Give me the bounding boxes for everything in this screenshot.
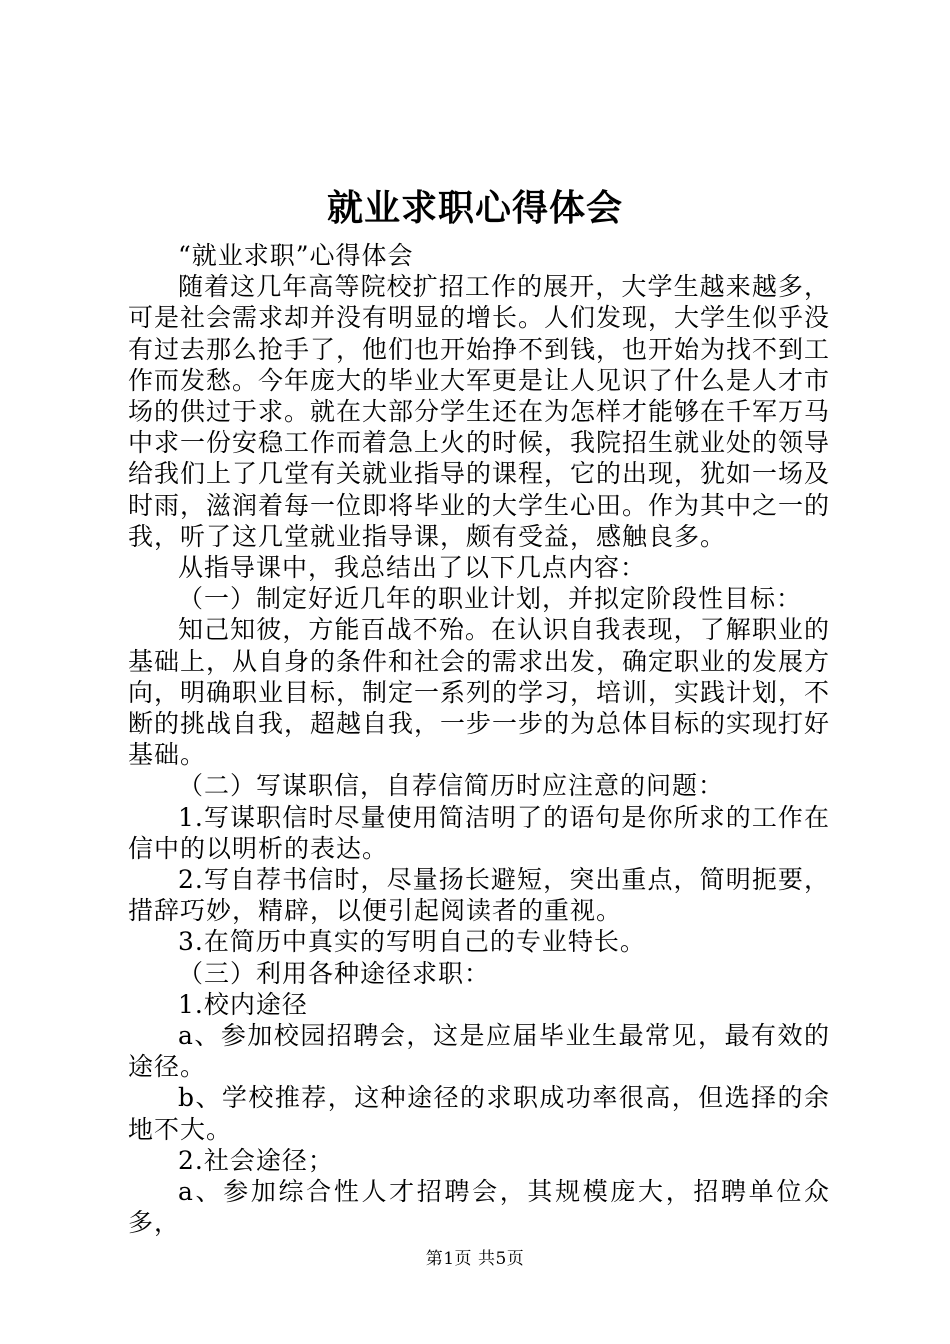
paragraph-section-1: 知己知彼，方能百战不殆。在认识自我表现，了解职业的基础上，从自身的条件和社会的需求出发，确定职业的发展方向，明确职业目标，制定一系列的学习，培训，实践计划，不断的挑战自我，超越自我，一步一步的为总体目标的实现打好基础。 — [128, 615, 831, 770]
list-item: a、参加综合性人才招聘会，其规模庞大，招聘单位众多， — [128, 1177, 830, 1238]
list-item: 3.在简历中真实的写明自己的专业特长。 — [178, 927, 646, 957]
list-item: b、学校推荐，这种途径的求职成功率很高，但选择的余地不大。 — [128, 1083, 830, 1144]
list-item: 2.社会途径； — [178, 1145, 334, 1175]
paragraph-intro: 随着这几年高等院校扩招工作的展开，大学生越来越多，可是社会需求却并没有明显的增长。人们发现，大学生似乎没有过去那么抢手了，他们也开始挣不到钱，也开始为找不到工作而发愁。今年庞大的毕业大军更是让人见识了什么是人才市场的供过于求。就在大部分学生还在为怎样才能够在千军万马中求一份安稳工作而着急上火的时候，我院招生就业处的领导给我们上了几堂有关就业指导的课程，它的出现，犹如一场及时雨，滋润着每一位即将毕业的大学生心田。作为其中之一的我，听了这几堂就业指导课，颇有受益，感触良多。 — [128, 272, 831, 551]
page-footer: 第1页 共5页 — [425, 1249, 525, 1269]
document-title: 就业求职心得体会 — [326, 187, 623, 229]
section-heading-2: （二）写谋职信，自荐信简历时应注意的问题： — [178, 771, 725, 801]
document-body — [128, 240, 830, 1239]
paragraph-subtitle: “就业求职”心得体会 — [178, 241, 414, 270]
list-item: 2.写自荐书信时，尽量扬长避短，突出重点，简明扼要，措辞巧妙，精辟，以便引起阅读者的重视。 — [128, 865, 830, 926]
list-item: a、参加校园招聘会，这是应届毕业生最常见，最有效的途径。 — [128, 1021, 830, 1082]
paragraph-summary-lead: 从指导课中，我总结出了以下几点内容： — [178, 553, 647, 583]
list-item: 1.写谋职信时尽量使用简洁明了的语句是你所求的工作在信中的以明析的表达。 — [128, 802, 830, 863]
list-item: 1.校内途径 — [178, 989, 308, 1019]
section-heading-1: （一）制定好近几年的职业计划，并拟定阶段性目标： — [178, 584, 803, 614]
section-heading-3: （三）利用各种途径求职： — [178, 958, 491, 988]
